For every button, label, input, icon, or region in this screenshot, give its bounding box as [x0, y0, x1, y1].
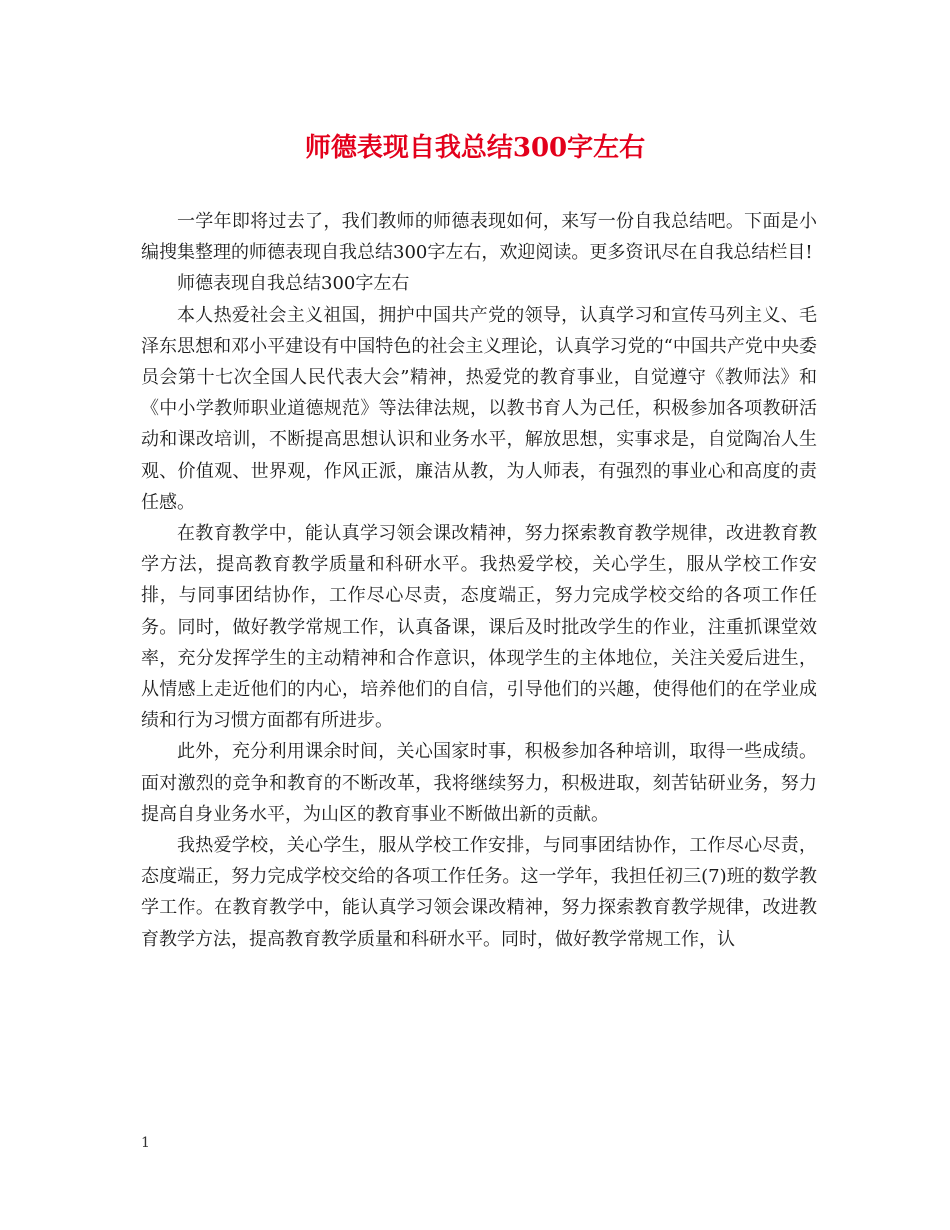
body-paragraph: 我热爱学校，关心学生，服从学校工作安排，与同事团结协作，工作尽心尽责，态度端正，努力完成学校交给的各项工作任务。这一学年，我担任初三(7)班的数学教学工作。在教育教学中，能认真学习领会课改精神，努力探索教育教学规律，改进教育教学方法，提高教育教学质量和科研水平。同时，做好教学常规工作，认	[141, 835, 817, 950]
body-paragraph: 在教育教学中，能认真学习领会课改精神，努力探索教育教学规律，改进教育教学方法，提高教育教学质量和科研水平。我热爱学校，关心学生，服从学校工作安排，与同事团结协作，工作尽心尽责，态度端正，努力完成学校交给的各项工作任务。同时，做好教学常规工作，认真备课，课后及时批改学生的作业，注重抓课堂效率，充分发挥学生的主动精神和合作意识，体现学生的主体地位，关注关爱后进生，从情感上走近他们的内心，培养他们的自信，引导他们的兴趣，使得他们的在学业成绩和行为习惯方面都有所进步。	[141, 523, 817, 732]
document-title: 师德表现自我总结300字左右	[304, 133, 646, 163]
body-paragraph: 此外，充分利用课余时间，关心国家时事，积极参加各种培训，取得一些成绩。面对激烈的竞争和教育的不断改革，我将继续努力，积极进取，刻苦钻研业务，努力提高自身业务水平，为山区的教育事业不断做出新的贡献。	[141, 741, 817, 825]
section-heading: 师德表现自我总结300字左右	[177, 273, 410, 295]
body-paragraph: 本人热爱社会主义祖国，拥护中国共产党的领导，认真学习和宣传马列主义、毛泽东思想和邓小平建设有中国特色的社会主义理论，认真学习党的“中国共产党中央委员会第十七次全国人民代表大会”精神，热爱党的教育事业，自觉遵守《教师法》和《中小学教师职业道德规范》等法律法规，以教书育人为己任，积极参加各项教研活动和课改培训，不断提高思想认识和业务水平，解放思想，实事求是，自觉陶冶人生观、价值观、世界观，作风正派，廉洁从教，为人师表，有强烈的事业心和高度的责任感。	[141, 304, 817, 513]
document-body	[141, 206, 817, 955]
intro-paragraph: 一学年即将过去了，我们教师的师德表现如何，来写一份自我总结吧。下面是小编搜集整理的师德表现自我总结300字左右，欢迎阅读。更多资讯尽在自我总结栏目!	[141, 211, 817, 264]
page-number: 1	[141, 1135, 150, 1151]
